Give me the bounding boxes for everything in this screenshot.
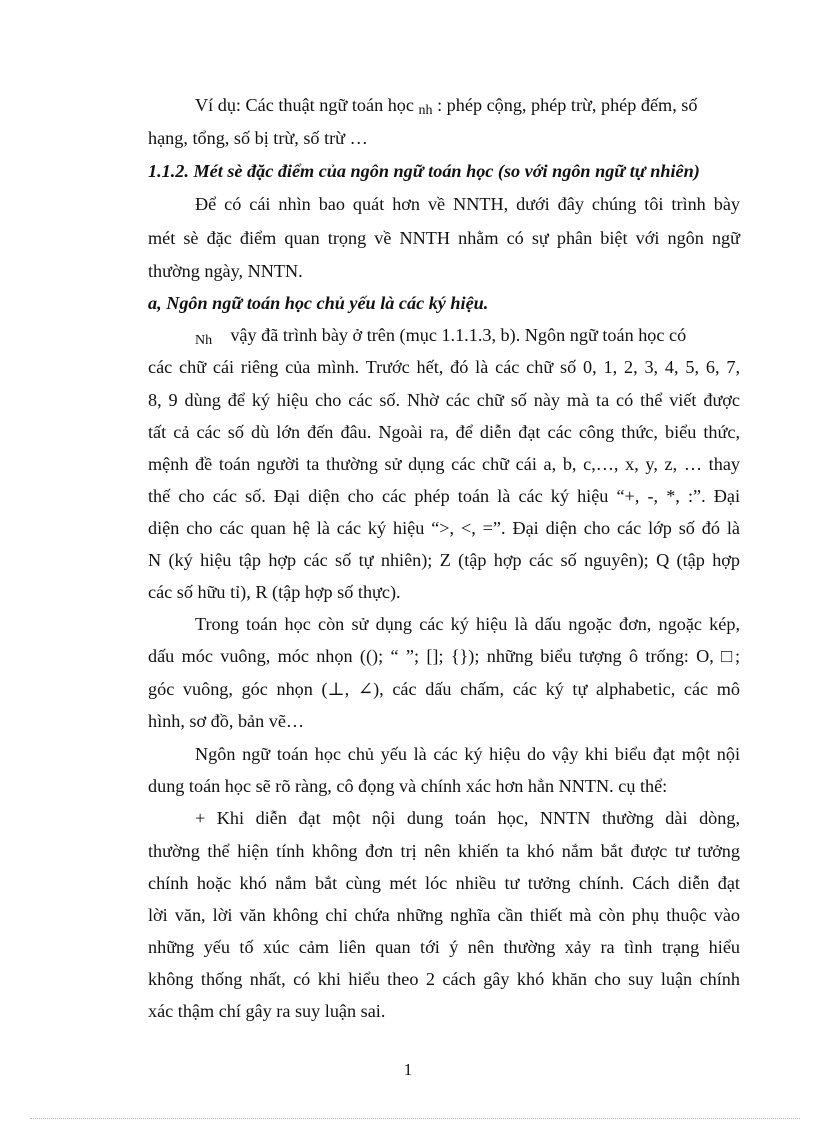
example-line bbox=[195, 94, 740, 119]
example-text-start: Ví dụ: Các thuật ngữ toán học bbox=[195, 95, 419, 115]
example-fragment: nh bbox=[418, 103, 433, 118]
paragraph-line: những yếu tố xúc cảm liên quan tới ý nên thường xảy ra tình trạng hiểu bbox=[148, 937, 740, 957]
section-heading: 1.1.2. Mét sè đặc điểm của ngôn ngữ toán học (so với ngôn ngữ tự nhiên) bbox=[148, 161, 700, 181]
paragraph-line bbox=[195, 324, 740, 349]
paragraph-line: tất cả các số dù lớn đến đâu. Ngoài ra, để diễn đạt các công thức, biểu thức, bbox=[148, 422, 740, 442]
paragraph-text: vậy đã trình bày ở trên (mục 1.1.1.3, b). Ngôn ngữ toán học có bbox=[230, 325, 687, 345]
paragraph-line: + Khi diễn đạt một nội dung toán học, NNTN thường dài dòng, bbox=[195, 808, 740, 828]
page-number: 1 bbox=[403, 1060, 413, 1079]
paragraph-line: dấu móc vuông, móc nhọn ((); “ ”; []; {}); những biểu tượng ô trống: O, □; bbox=[148, 646, 740, 666]
paragraph-fragment: Nh bbox=[195, 333, 213, 348]
paragraph-line: Để có cái nhìn bao quát hơn về NNTH, dưới đây chúng tôi trình bày bbox=[195, 194, 740, 214]
paragraph-line: Trong toán học còn sử dụng các ký hiệu là dấu ngoặc đơn, ngoặc kép, bbox=[195, 614, 740, 634]
paragraph-line: lời văn, lời văn không chỉ chứa những nghĩa cần thiết mà còn phụ thuộc vào bbox=[148, 905, 740, 925]
paragraph-line: thường thể hiện tính không đơn trị nên khiến ta khó nắm bắt được tư tưởng bbox=[148, 841, 740, 861]
paragraph-line: không thống nhất, có khi hiểu theo 2 cách gây khó khăn cho suy luận chính bbox=[148, 969, 740, 989]
paragraph-line: các số hữu tỉ), R (tập hợp số thực). bbox=[148, 582, 401, 602]
paragraph-line: chính hoặc khó nắm bắt cùng mét lóc nhiều tư tưởng chính. Cách diễn đạt bbox=[148, 873, 740, 893]
subheading-a: a, Ngôn ngữ toán học chủ yếu là các ký hiệu. bbox=[148, 293, 489, 313]
paragraph-line: thế cho các số. Đại diện cho các phép toán là các ký hiệu “+, -, *, :”. Đại bbox=[148, 486, 740, 506]
paragraph-line: xác thậm chí gây ra suy luận sai. bbox=[148, 1001, 386, 1021]
paragraph-line: dung toán học sẽ rõ ràng, cô đọng và chính xác hơn hẳn NNTN. cụ thể: bbox=[148, 776, 668, 796]
paragraph-line: Ngôn ngữ toán học chủ yếu là các ký hiệu do vậy khi biểu đạt một nội bbox=[195, 744, 740, 764]
example-continuation: hạng, tổng, số bị trừ, số trừ … bbox=[148, 128, 368, 148]
paragraph-line: mét sè đặc điểm quan trọng về NNTH nhằm có sự phân biệt với ngôn ngữ bbox=[148, 228, 740, 248]
paragraph-line: góc vuông, góc nhọn (⊥, ∠), các dấu chấm, các ký tự alphabetic, các mô bbox=[148, 679, 740, 699]
page-bottom-dotted-rule bbox=[30, 1118, 800, 1119]
example-text-end: : phép cộng, phép trừ, phép đếm, số bbox=[432, 95, 698, 115]
paragraph-line: thường ngày, NNTN. bbox=[148, 261, 303, 281]
paragraph-line: hình, sơ đồ, bản vẽ… bbox=[148, 711, 305, 731]
paragraph-line: các chữ cái riêng của mình. Trước hết, đó là các chữ số 0, 1, 2, 3, 4, 5, 6, 7, bbox=[148, 357, 740, 377]
paragraph-line: N (ký hiệu tập hợp các số tự nhiên); Z (tập hợp các số nguyên); Q (tập hợp bbox=[148, 550, 740, 570]
paragraph-line: diện cho các quan hệ là các ký hiệu “>, <, =”. Đại diện cho các lớp số đó là bbox=[148, 518, 740, 538]
paragraph-line: mệnh đề toán người ta thường sử dụng các chữ cái a, b, c,…, x, y, z, … thay bbox=[148, 454, 740, 474]
paragraph-line: 8, 9 dùng để ký hiệu cho các số. Nhờ các chữ số này mà ta có thể viết được bbox=[148, 390, 740, 410]
